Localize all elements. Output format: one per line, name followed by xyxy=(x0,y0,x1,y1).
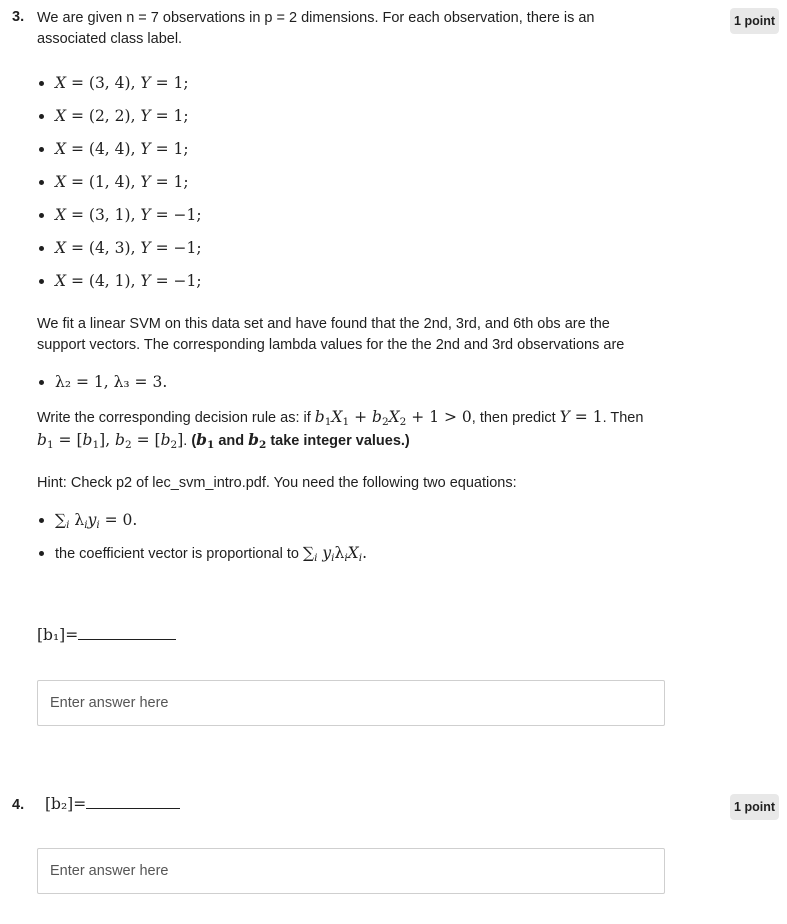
hint-item-coefficient xyxy=(37,537,657,570)
observation-item xyxy=(37,166,657,199)
hint-equation-2: $\sum_i$ $y_i\lambda_iX_i$. xyxy=(302,544,368,564)
b1-blank-line xyxy=(78,627,176,640)
observation-formula: X = (1, 4), Y = 1; xyxy=(55,173,189,191)
b1-label: [b₁]= xyxy=(37,626,79,644)
decision-rule-text: Write the corresponding decision rule as: if $b_1X_1 + b_2X_2 + 1 > 0$, then predict Y = 1. Then $b_1 = [b_1]$, $b_2 = [b_2]$. ($b_1$ and $b_2$ take integer values.) xyxy=(37,408,644,451)
observation-item xyxy=(37,265,657,298)
b1-prompt xyxy=(37,626,176,644)
rule-predict: Y = 1 xyxy=(559,408,603,426)
b1-answer-input[interactable] xyxy=(37,680,665,726)
hint-list xyxy=(37,504,657,570)
observations-list xyxy=(37,67,657,298)
rule-mid: , then predict xyxy=(471,410,560,426)
b2-label: [b₂]= xyxy=(45,795,87,813)
question-4-number: 4. xyxy=(12,797,25,813)
observation-formula: X = (4, 3), Y = −1; xyxy=(55,239,202,257)
question-4-points-badge: 1 point xyxy=(730,794,779,820)
rule-formula: $b_1X_1 + b_2X_2 + 1 > 0$ xyxy=(314,408,472,428)
hint-item-sum xyxy=(37,504,657,537)
lambda-list xyxy=(37,366,657,399)
hint-equation-1: $\sum_i$ $\lambda_iy_i = 0$. xyxy=(55,511,138,531)
rule-prefix: Write the corresponding decision rule as: if xyxy=(37,410,315,426)
question-3-body xyxy=(37,8,657,570)
hint-text: Hint: Check p2 of lec_svm_intro.pdf. You need the following two equations: xyxy=(37,475,517,491)
svm-description: We fit a linear SVM on this data set and have found that the 2nd, 3rd, and 6th obs are the support vectors. The corresponding lambda values for the the 2nd and 3rd observations are xyxy=(37,316,625,353)
hint-item-2-text: the coefficient vector is proportional to xyxy=(55,546,303,562)
observation-formula: X = (4, 1), Y = −1; xyxy=(55,272,202,290)
question-3-points-badge: 1 point xyxy=(730,8,779,34)
rule-b-definitions: $b_1 = [b_1]$, $b_2 = [b_2]$ xyxy=(37,431,184,451)
rule-end: . Then xyxy=(602,410,644,426)
observation-formula: X = (3, 1), Y = −1; xyxy=(55,206,202,224)
lambda-values: λ₂ = 1, λ₃ = 3. xyxy=(55,373,168,391)
observation-item xyxy=(37,100,657,133)
observation-item xyxy=(37,133,657,166)
observation-item xyxy=(37,199,657,232)
observation-item xyxy=(37,67,657,100)
observation-formula: X = (3, 4), Y = 1; xyxy=(55,74,189,92)
observation-item xyxy=(37,232,657,265)
b2-blank-line xyxy=(86,796,180,809)
b2-answer-input[interactable] xyxy=(37,848,665,894)
question-3-intro: We are given n = 7 observations in p = 2 dimensions. For each observation, there is an associated class label. xyxy=(37,10,595,47)
integer-note: ($b_1$ and $b_2$ take integer values.) xyxy=(191,430,410,451)
b2-prompt xyxy=(45,795,180,813)
observation-formula: X = (4, 4), Y = 1; xyxy=(55,140,189,158)
lambda-item xyxy=(37,366,657,399)
question-3-number: 3. xyxy=(12,9,25,25)
observation-formula: X = (2, 2), Y = 1; xyxy=(55,107,189,125)
